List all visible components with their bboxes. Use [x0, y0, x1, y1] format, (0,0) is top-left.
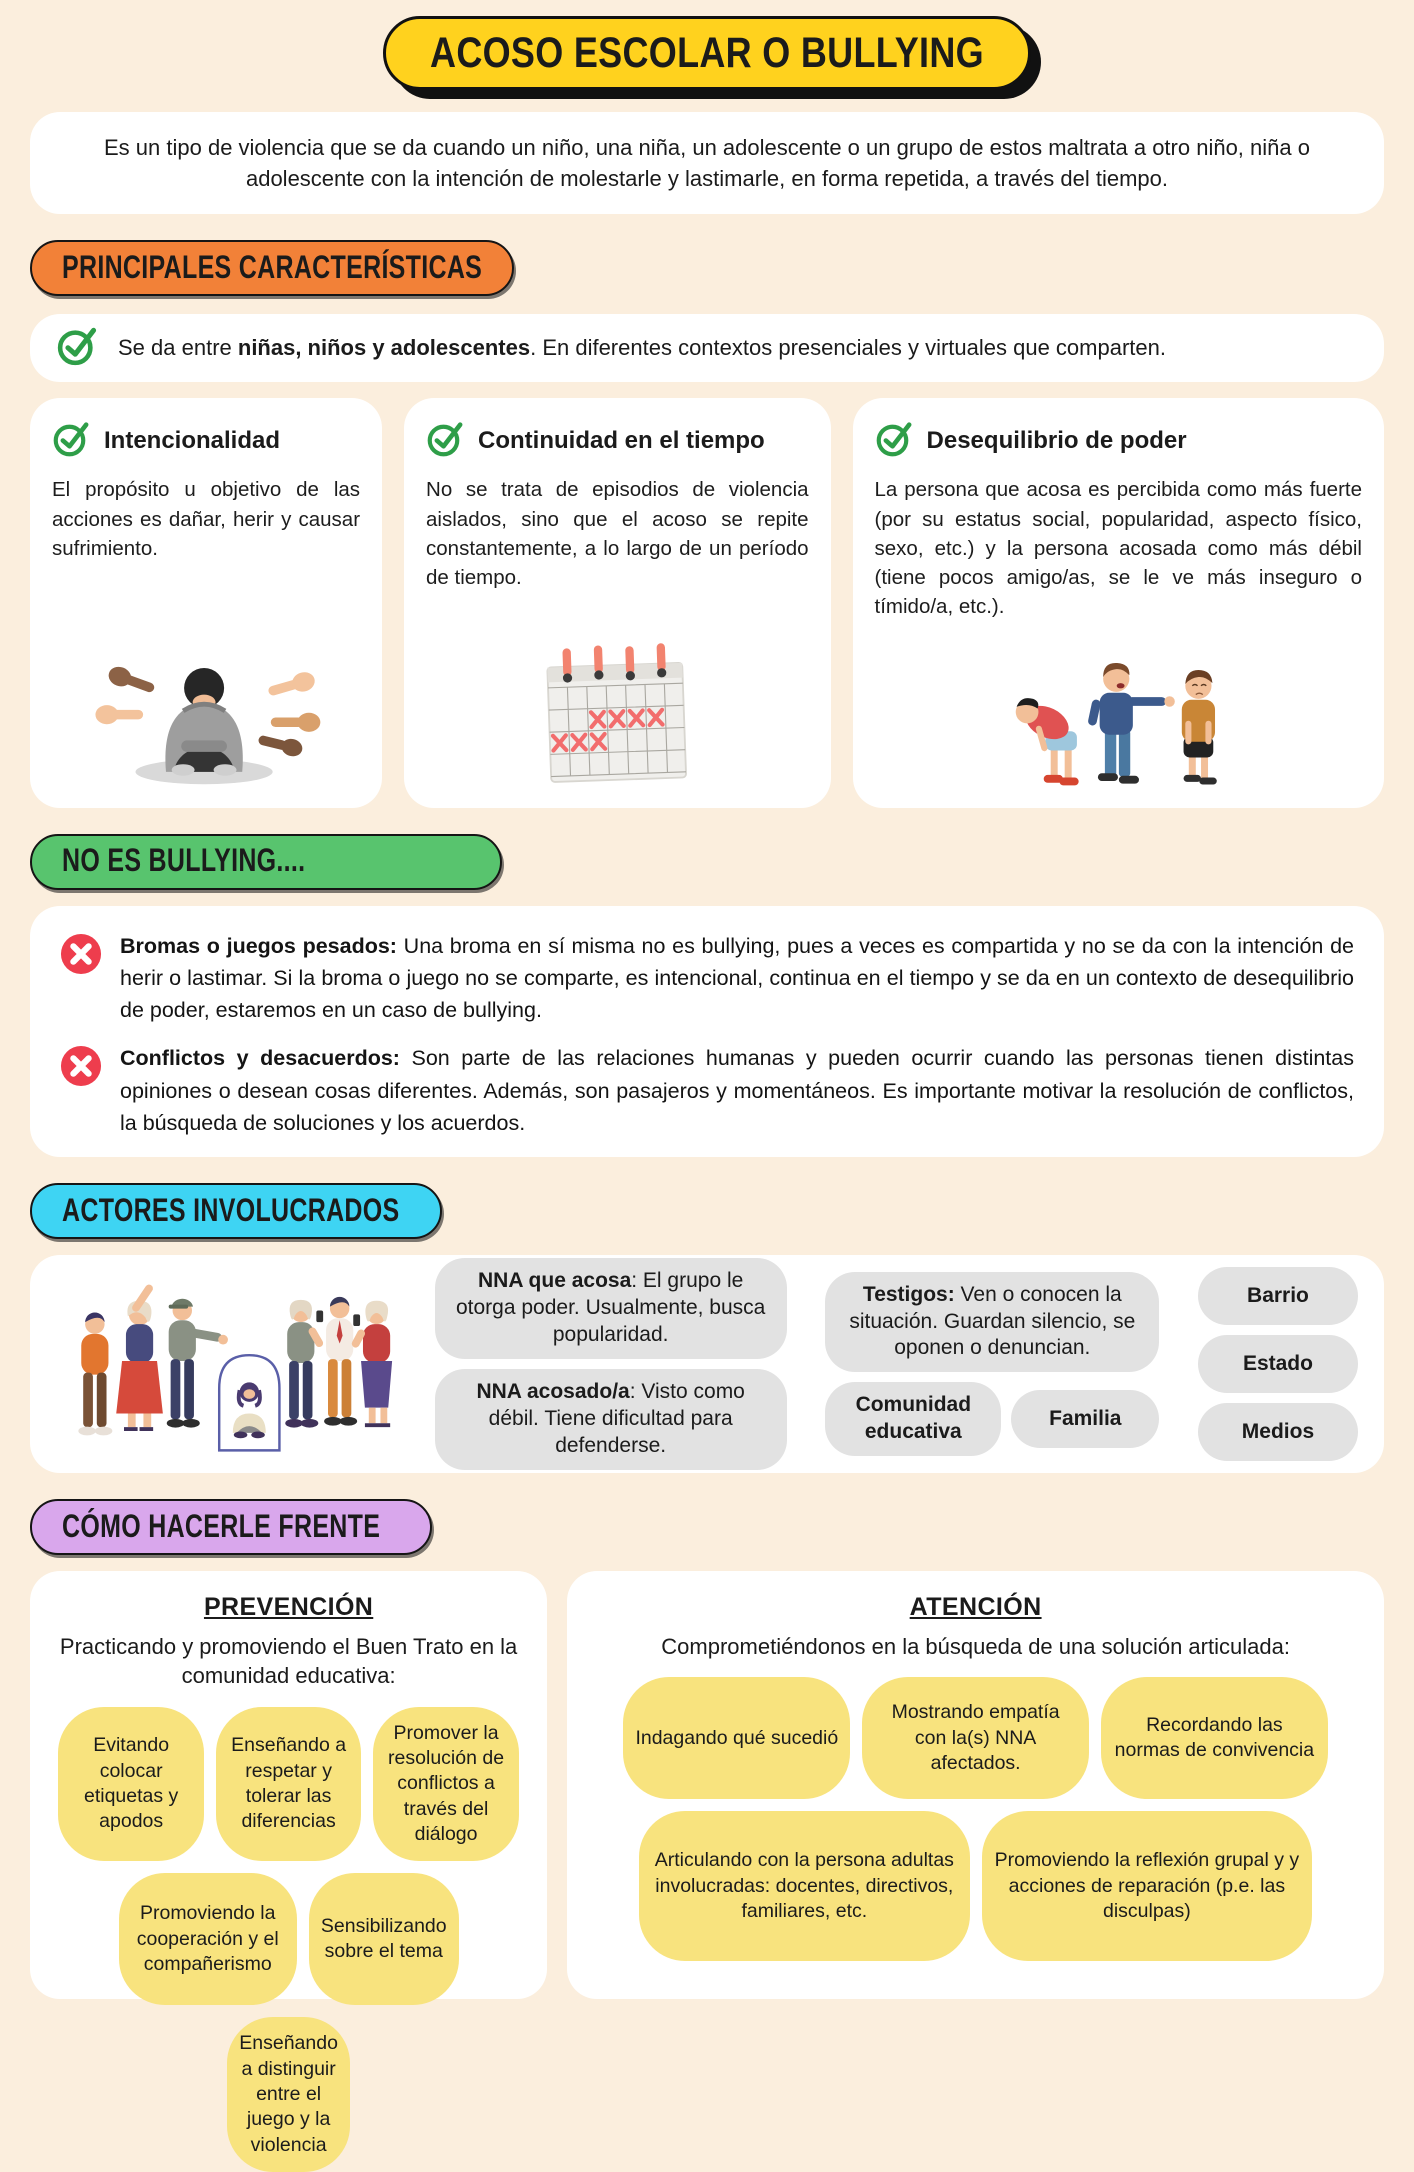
- section-heading-frente: CÓMO HACERLE FRENTE: [30, 1499, 432, 1555]
- atencion-bubble: Recordando las normas de convivencia: [1101, 1677, 1328, 1799]
- characteristic-body: No se trata de episodios de violencia aislados, sino que el acoso se repite constantemente, a lo largo de un período de tiempo.: [426, 478, 809, 589]
- atencion-title: ATENCIÓN: [909, 1593, 1042, 1622]
- actor-tag-barrio: Barrio: [1198, 1267, 1358, 1325]
- actors-card: [30, 1255, 1384, 1473]
- no-bullying-card: [30, 906, 1384, 1158]
- prevencion-subtitle: Practicando y promoviendo el Buen Trato en la comunidad educativa:: [59, 1634, 518, 1689]
- characteristics-columns: [30, 398, 1384, 807]
- caracteristicas-intro-bar: [30, 314, 1384, 382]
- prevencion-bubble: Enseñando a respetar y tolerar las diferencias: [216, 1707, 361, 1862]
- atencion-card: [567, 1571, 1384, 1999]
- atencion-bubble: Promoviendo la reflexión grupal y y acciones de reparación (p.e. las disculpas): [982, 1811, 1313, 1961]
- section-heading-actores: ACTORES INVOLUCRADOS: [30, 1183, 442, 1239]
- intro-text: Es un tipo de violencia que se da cuando un niño, una niña, un adolescente o un grupo de estos maltrata a otro niño, niña o adolescente con la intención de molestarle y lastimarle, en forma repetida, a través del tiempo.: [104, 135, 1310, 192]
- actor-bubble-acosa: NNA que acosa: El grupo le otorga poder. Usualmente, busca popularidad.: [435, 1258, 787, 1359]
- calendar-illustration: [536, 643, 698, 794]
- prevencion-card: [30, 1571, 547, 2156]
- pointed-person-illustration: [82, 627, 330, 794]
- atencion-bubble: Mostrando empatía con la(s) NNA afectados.: [862, 1677, 1089, 1799]
- atencion-subtitle: Comprometiéndonos en la búsqueda de una solución articulada:: [661, 1634, 1290, 1660]
- atencion-bubble: Articulando con la persona adultas involucradas: docentes, directivos, familiares, etc.: [639, 1811, 970, 1961]
- atencion-bubble: Indagando qué sucedió: [623, 1677, 850, 1799]
- actor-tag-familia: Familia: [1011, 1390, 1159, 1448]
- no-bullying-item-bromas: [60, 930, 1354, 1027]
- bullying-scene-illustration: [1000, 642, 1236, 794]
- section-heading-caracteristicas: PRINCIPALES CARACTERÍSTICAS: [30, 240, 514, 296]
- characteristic-title: Desequilibrio de poder: [926, 426, 1187, 454]
- caracteristicas-intro-text: Se da entre niñas, niños y adolescentes. En diferentes contextos presenciales y virtuales que comparten.: [118, 335, 1166, 361]
- characteristic-card-intencionalidad: [30, 398, 382, 807]
- frente-columns: [30, 1571, 1384, 2156]
- characteristic-card-continuidad: [404, 398, 831, 807]
- characteristic-card-desequilibrio: [853, 398, 1384, 807]
- intro-card: [30, 112, 1384, 214]
- no-bullying-text: Conflictos y desacuerdos: Son parte de las relaciones humanas y pueden ocurrir cuando las personas tienen distintas opiniones o desean cosas diferentes. Además, son pasajeros y momentáneos. Es importante motivar la resolución de conflictos, la búsqueda de soluciones y los acuerdos.: [120, 1046, 1354, 1135]
- x-icon: [60, 933, 102, 980]
- page-title-pill: [383, 16, 1031, 90]
- check-icon: [52, 418, 92, 463]
- prevencion-bubble: Promover la resolución de conflictos a través del diálogo: [373, 1707, 518, 1862]
- x-icon: [60, 1045, 102, 1092]
- characteristic-title: Continuidad en el tiempo: [478, 426, 765, 454]
- prevencion-title: PREVENCIÓN: [203, 1593, 374, 1622]
- prevencion-bubble: Sensibilizando sobre el tema: [309, 1873, 459, 2005]
- check-icon: [426, 418, 466, 463]
- characteristic-body: La persona que acosa es percibida como más fuerte (por su estatus social, popularidad, aspecto físico, sexo, etc.) y la persona acosada como más débil (tiene pocos amigo/as, se le ve más inseguro o tímido/a, etc.).: [874, 478, 1362, 618]
- actors-illustration: [56, 1260, 396, 1469]
- check-icon: [56, 323, 100, 373]
- actor-bubble-acosado: NNA acosado/a: Visto como débil. Tiene dificultad para defenderse.: [435, 1369, 787, 1470]
- characteristic-title: Intencionalidad: [104, 426, 281, 454]
- no-bullying-text: Bromas o juegos pesados: Una broma en sí misma no es bullying, pues a veces es compartida y no se da con la intención de herir o lastimar. Si la broma o juego no se comparte, es intencional, continua en el tiempo y se da en un contexto de desequilibrio de poder, estaremos en un caso de bullying.: [120, 933, 1354, 1023]
- actor-tag-comunidad: Comunidad educativa: [825, 1382, 1001, 1456]
- no-bullying-item-conflictos: [60, 1042, 1354, 1139]
- prevencion-bubble: Promoviendo la cooperación y el compañerismo: [119, 1873, 297, 2005]
- characteristic-body: El propósito u objetivo de las acciones es dañar, herir y causar sufrimiento.: [52, 478, 361, 560]
- actor-tag-estado: Estado: [1198, 1335, 1358, 1393]
- check-icon: [875, 418, 915, 463]
- actor-bubble-testigos: Testigos: Ven o conocen la situación. Guardan silencio, se oponen o denuncian.: [825, 1272, 1159, 1373]
- infographic-page: [0, 16, 1414, 2156]
- prevencion-bubble: Enseñando a distinguir entre el juego y la violencia: [227, 2017, 350, 2172]
- prevencion-bubble: Evitando colocar etiquetas y apodos: [58, 1707, 203, 1862]
- page-title: ACOSO ESCOLAR O BULLYING: [430, 28, 984, 77]
- section-heading-no-bullying: NO ES BULLYING....: [30, 834, 502, 890]
- actor-tag-medios: Medios: [1198, 1403, 1358, 1461]
